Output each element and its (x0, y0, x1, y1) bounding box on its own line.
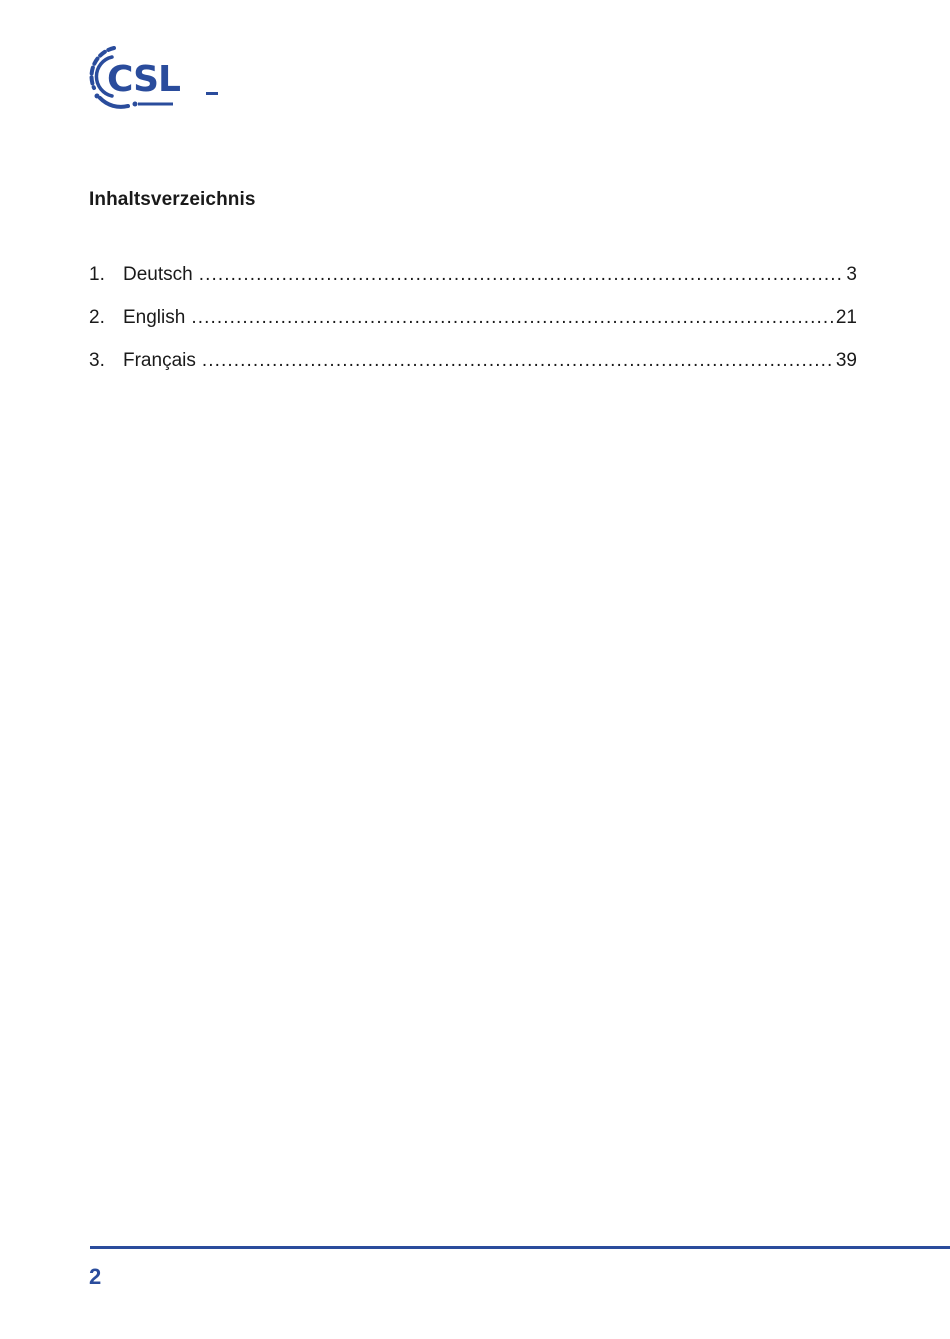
toc-entry-english[interactable] (89, 305, 857, 348)
logo-wordmark: CSL (107, 59, 180, 100)
toc-entry-page[interactable]: 39 (835, 350, 857, 371)
toc-entry-title[interactable]: Français (123, 350, 196, 371)
toc-entry-page[interactable]: 21 (835, 307, 857, 328)
footer-divider (90, 1246, 950, 1249)
toc-entry-francais[interactable] (89, 348, 857, 391)
table-of-contents (89, 262, 857, 391)
toc-entry-number: 2. (89, 307, 105, 328)
page-number: 2 (89, 1264, 102, 1289)
dot-leader (199, 262, 844, 288)
csl-logo (88, 42, 222, 112)
toc-heading: Inhaltsverzeichnis (89, 189, 256, 210)
dot-leader (202, 348, 833, 374)
toc-entry-title[interactable]: English (123, 307, 186, 328)
toc-entry-title[interactable]: Deutsch (123, 264, 193, 285)
toc-entry-number: 3. (89, 350, 105, 371)
toc-entry-number: 1. (89, 264, 105, 285)
toc-entry-deutsch[interactable] (89, 262, 857, 305)
toc-entry-page[interactable]: 3 (846, 264, 857, 285)
dot-leader (191, 305, 833, 331)
